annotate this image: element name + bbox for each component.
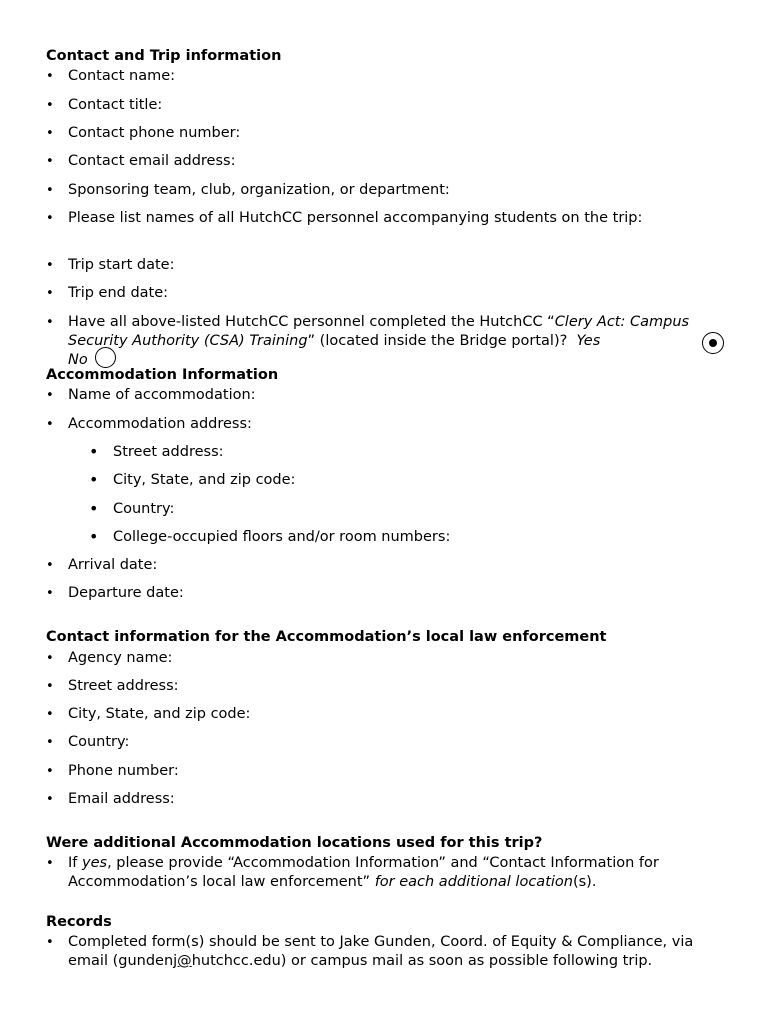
field-trip-start: • Trip start date: (68, 256, 718, 275)
field-contact-title: • Contact title: (68, 96, 718, 115)
heading-contact-trip: Contact and Trip information (46, 48, 282, 64)
field-departure-date: • Departure date: (68, 584, 718, 603)
field-le-street-address: • Street address: (68, 677, 718, 696)
records-before: Completed form(s) should be sent to Jake Gunden, Coord. of Equity & Compliance, via email (gunden (68, 934, 694, 969)
csa-prefix: Have all above-listed HutchCC personnel completed the HutchCC “ (68, 314, 555, 330)
csa-training-name: Clery Act: Campus Security Authority (CSA) Training (68, 314, 690, 349)
field-trip-end: • Trip end date: (68, 284, 718, 303)
records-underlined: j@ (173, 953, 192, 969)
additional-instructions (68, 854, 708, 892)
field-accommodation-name: • Name of accommodation: (68, 386, 718, 405)
additional-italic: for each additional location (374, 874, 573, 890)
field-le-phone: • Phone number: (68, 762, 718, 781)
field-personnel-list: • Please list names of all HutchCC personnel accompanying students on the trip: (68, 209, 718, 228)
csa-question (68, 313, 700, 370)
heading-accommodation: Accommodation Information (46, 367, 279, 383)
field-le-email: • Email address: (68, 790, 718, 809)
field-street-address: • Street address: (113, 443, 763, 462)
field-le-country: • Country: (68, 733, 718, 752)
heading-law-enforcement: Contact information for the Accommodation’s local law enforcement (46, 629, 607, 645)
records-after: hutchcc.edu) or campus mail as soon as possible following trip. (191, 953, 653, 969)
field-accommodation-address: • Accommodation address: (68, 415, 718, 434)
heading-records: Records (46, 914, 112, 930)
field-sponsoring-team: • Sponsoring team, club, organization, or department: (68, 181, 718, 200)
field-contact-email: • Contact email address: (68, 152, 718, 171)
yes-label: Yes (576, 333, 601, 349)
additional-yes: yes (82, 855, 108, 871)
field-contact-phone: • Contact phone number: (68, 124, 718, 143)
records-instructions (68, 933, 713, 971)
field-arrival-date: • Arrival date: (68, 556, 718, 575)
field-city-state-zip: • City, State, and zip code: (113, 471, 763, 490)
field-floors-rooms: • College-occupied floors and/or room numbers: (113, 528, 763, 547)
no-label: No (68, 352, 88, 368)
no-radio-button[interactable] (95, 347, 116, 368)
additional-if: If (68, 855, 82, 871)
field-agency-name: • Agency name: (68, 649, 718, 668)
heading-additional-locations: Were additional Accommodation locations used for this trip? (46, 835, 543, 851)
field-country: • Country: (113, 500, 763, 519)
field-contact-name: • Contact name: (68, 67, 718, 86)
additional-end: (s). (572, 874, 597, 890)
additional-middle: , please provide “Accommodation Information” and “Contact Information for Accommodation’s local law enforcement” (68, 855, 659, 890)
csa-suffix: ” (located inside the Bridge portal)? (307, 333, 568, 349)
field-le-city-state-zip: • City, State, and zip code: (68, 705, 718, 724)
yes-radio-button[interactable] (702, 332, 724, 354)
